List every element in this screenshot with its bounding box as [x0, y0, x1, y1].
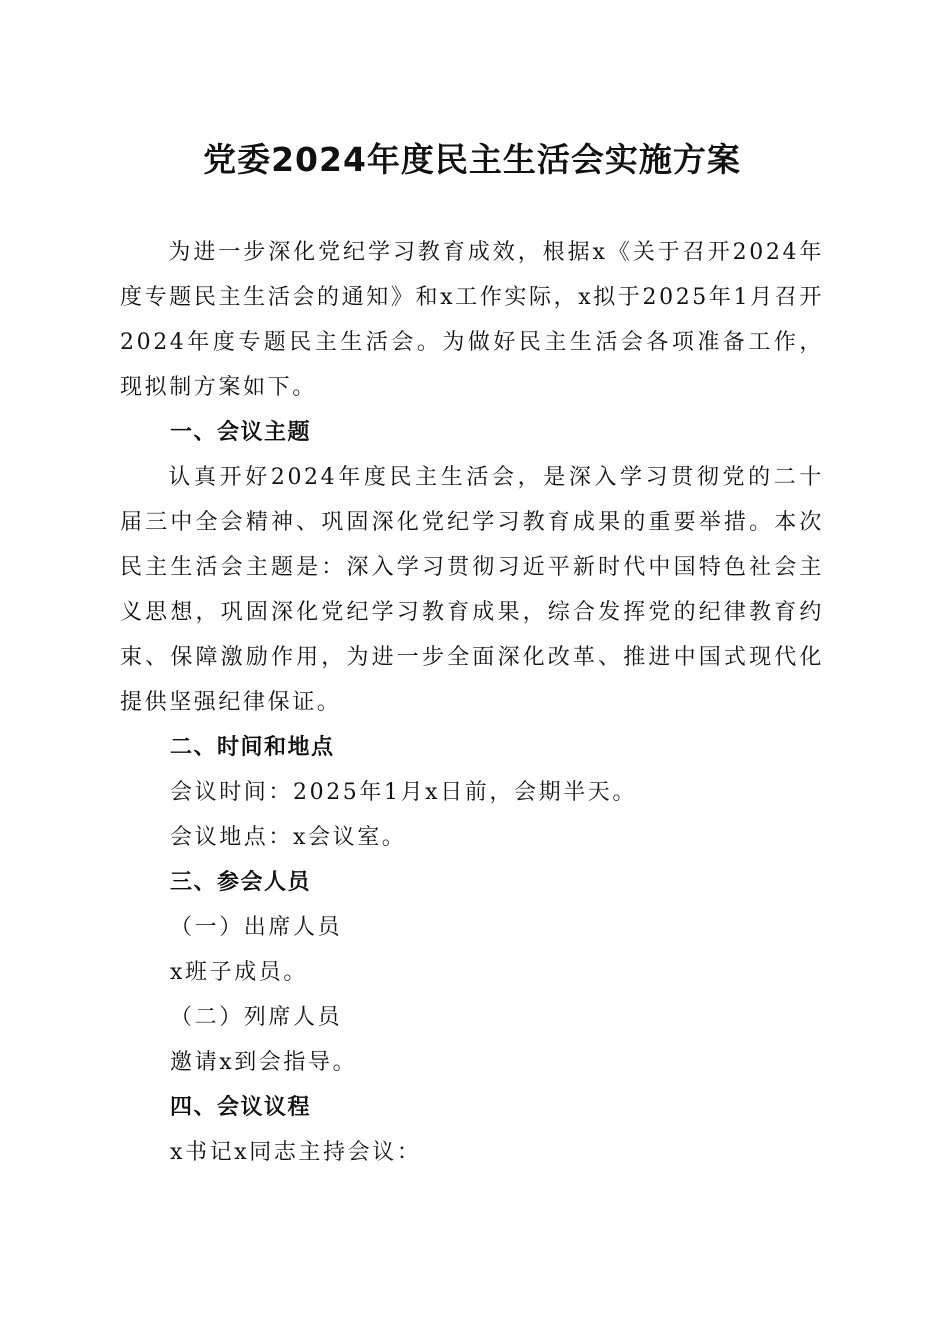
- section-heading-attendees: 三、参会人员: [170, 870, 312, 895]
- section-heading-theme: 一、会议主题: [170, 420, 312, 445]
- attendees-observers-content: 邀请x到会指导。: [170, 1050, 358, 1075]
- meeting-place-line: 会议地点：x会议室。: [170, 825, 407, 850]
- agenda-line: x书记x同志主持会议：: [170, 1140, 422, 1165]
- attendees-subheading-observers: （二）列席人员: [170, 1005, 343, 1030]
- attendees-subheading-present: （一）出席人员: [170, 915, 343, 940]
- section-heading-agenda: 四、会议议程: [170, 1095, 312, 1120]
- meeting-time-line: 会议时间：2025年1月x日前，会期半天。: [170, 780, 637, 805]
- document-title: 党委2024年度民主生活会实施方案: [203, 140, 741, 179]
- theme-paragraph: 认真开好2024年度民主生活会，是深入学习贯彻党的二十届三中全会精神、巩固深化党纪学习教育成果的重要举措。本次民主生活会主题是：深入学习贯彻习近平新时代中国特色社会主义思想，巩固深化党纪学习教育成果，综合发挥党的纪律教育约束、保障激励作用，为进一步全面深化改革、推进中国式现代化提供坚强纪律保证。: [120, 465, 824, 715]
- intro-paragraph: 为进一步深化党纪学习教育成效，根据x《关于召开2024年度专题民主生活会的通知》和x工作实际，x拟于2025年1月召开2024年度专题民主生活会。为做好民主生活会各项准备工作，现拟制方案如下。: [120, 240, 824, 400]
- attendees-present-content: x班子成员。: [170, 960, 309, 985]
- document-body: [120, 230, 824, 1175]
- section-heading-time-place: 二、时间和地点: [170, 735, 335, 760]
